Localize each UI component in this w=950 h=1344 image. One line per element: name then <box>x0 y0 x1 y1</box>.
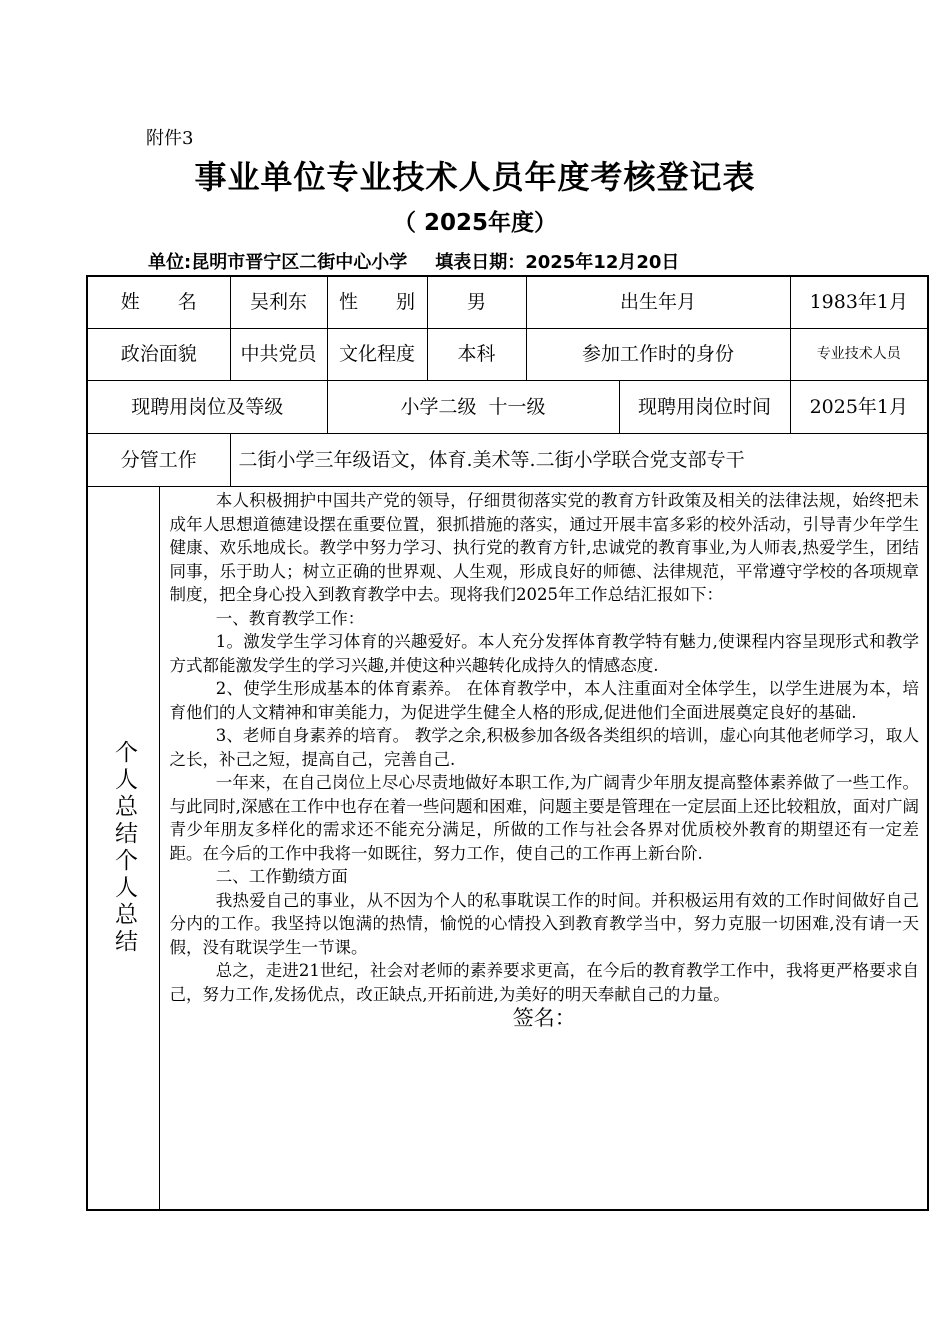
duty-value: 二街小学三年级语文，体育.美术等.二街小学联合党支部专干 <box>230 434 928 487</box>
education-label: 文化程度 <box>327 329 427 381</box>
post-time-value: 2025年1月 <box>790 381 928 434</box>
unit-text: 单位:昆明市晋宁区二街中心小学 <box>148 252 408 273</box>
summary-paragraph: 一、教育教学工作： <box>215 608 365 628</box>
unit-date-line <box>148 248 679 274</box>
gender-value: 男 <box>427 276 526 329</box>
summary-paragraph: 1。激发学生学习体育的兴趣爱好。本人充分发挥体育教学特有魅力,使课程内容呈现形式和教学方式都能激发学生的学习兴趣,并使这种兴趣转化成持久的情感态度. <box>169 632 920 675</box>
post-label: 现聘用岗位及等级 <box>87 381 327 434</box>
fill-date-text: 填表日期：2025年12月20日 <box>435 252 680 273</box>
form-row <box>87 276 928 329</box>
summary-paragraph: 3、老师自身素养的培育。 教学之余,积极参加各级各类组织的培训，虚心向其他老师学习，取人之长，补己之短，提高自己，完善自己. <box>169 726 920 769</box>
attachment-label: 附件3 <box>146 128 194 149</box>
summary-paragraph: 本人积极拥护中国共产党的领导，仔细贯彻落实党的教育方针政策及相关的法律法规，始终把未成年人思想道德建设摆在重要位置，狠抓措施的落实，通过开展丰富多彩的校外活动，引导青少年学生健康、欢乐地成长。教学中努力学习、执行党的教育方针,忠诚党的教育事业,为人师表,热爱学生，团结同事，乐于助人；树立正确的世界观、人生观，形成良好的师德、法律规范，平常遵守学校的各项规章制度，把全身心投入到教育教学中去。现将我们2025年工作总结汇报如下： <box>169 491 920 604</box>
summary-label: 个人总结个人总结 <box>87 487 159 1211</box>
political-value: 中共党员 <box>230 329 327 381</box>
document-year: （ 2025年度） <box>392 210 558 236</box>
name-value: 吴利东 <box>230 276 327 329</box>
post-value: 小学二级 十一级 <box>327 381 619 434</box>
birth-value: 1983年1月 <box>790 276 928 329</box>
document-title: 事业单位专业技术人员年度考核登记表 <box>194 158 756 196</box>
signature-label: 签名： <box>512 1006 576 1030</box>
form-row <box>87 434 928 487</box>
identity-value: 专业技术人员 <box>790 329 928 381</box>
gender-label: 性 别 <box>327 276 427 329</box>
summary-paragraph: 我热爱自己的事业，从不因为个人的私事耽误工作的时间。并积极运用有效的工作时间做好自己分内的工作。我坚持以饱满的热情，愉悦的心情投入到教育教学当中，努力克服一切困难,没有请一天假，没有耽误学生一节课。 <box>169 890 920 957</box>
summary-paragraph: 二、工作勤绩方面 <box>215 867 348 886</box>
political-label: 政治面貌 <box>87 329 230 381</box>
birth-label: 出生年月 <box>526 276 790 329</box>
summary-paragraph: 一年来，在自己岗位上尽心尽责地做好本职工作,为广阔青少年朋友提高整体素养做了一些工作。与此同时,深感在工作中也存在着一些问题和困难，问题主要是管理在一定层面上还比较粗放，面对广阔青少年朋友多样化的需求还不能充分满足，所做的工作与社会各界对优质校外教育的期望还有一定差距。在今后的工作中我将一如既往，努力工作，使自己的工作再上新台阶. <box>169 773 920 863</box>
summary-paragraph: 2、使学生形成基本的体育素养。 在体育教学中，本人注重面对全体学生，以学生进展为本，培育他们的人文精神和审美能力，为促进学生健全人格的形成,促进他们全面进展奠定良好的基础. <box>169 679 920 722</box>
registration-form <box>86 275 929 1211</box>
name-label: 姓 名 <box>87 276 230 329</box>
form-row <box>87 381 928 434</box>
form-row <box>87 329 928 381</box>
education-value: 本科 <box>427 329 526 381</box>
duty-label: 分管工作 <box>87 434 230 487</box>
summary-body <box>159 487 928 1211</box>
post-time-label: 现聘用岗位时间 <box>619 381 790 434</box>
summary-paragraph: 总之，走进21世纪，社会对老师的素养要求更高，在今后的教育教学工作中，我将更严格要求自己，努力工作,发扬优点，改正缺点,开拓前进,为美好的明天奉献自己的力量。 <box>169 961 920 1004</box>
identity-label: 参加工作时的身份 <box>526 329 790 381</box>
summary-row <box>87 487 928 1211</box>
